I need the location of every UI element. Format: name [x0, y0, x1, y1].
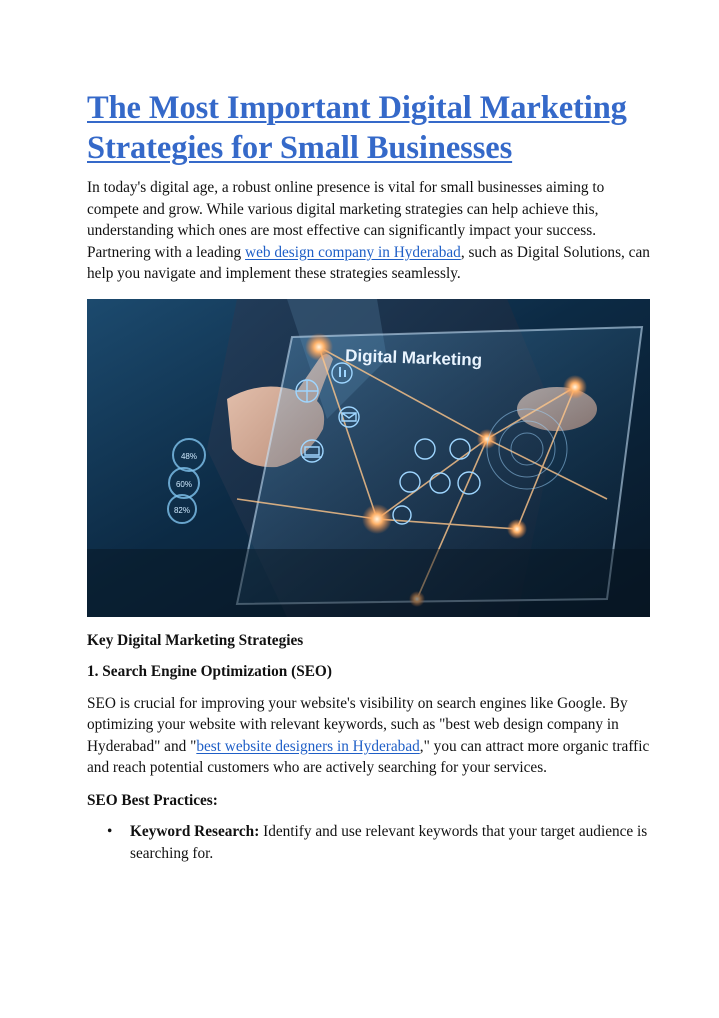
chart-icon-bar [339, 367, 341, 377]
intro-text-before: In today's digital age, a robust online presence is vital for small businesses aiming to compete and grow. While various digital marketing strategies can help achieve this, understanding which ones are most effective can significantly impact your success. Partnering with a leading [87, 179, 605, 261]
glow-node [563, 375, 587, 399]
screen-label: Digital Marketing [344, 345, 483, 370]
digital-marketing-hero-image [87, 299, 650, 617]
intro-paragraph [87, 177, 653, 285]
glow-node [507, 519, 527, 539]
gauge-label: 60% [175, 479, 193, 489]
hero-vignette [87, 549, 650, 617]
bullet-text: Identify and use relevant keywords that your target audience is searching for. [130, 823, 648, 862]
document-page [87, 88, 653, 864]
title-link[interactable] [87, 90, 627, 166]
hero-illustration [87, 299, 650, 617]
gauge-label: 82% [173, 505, 191, 515]
page-title [87, 88, 653, 168]
seo-paragraph [87, 693, 653, 779]
list-item [87, 821, 653, 864]
title-line-2: Strategies for Small Businesses [87, 130, 513, 166]
seo-text-after: ," you can attract more organic traffic and reach potential customers who are actively searching for your services. [87, 737, 650, 776]
glow-node [362, 504, 392, 534]
glow-node [305, 333, 333, 361]
seo-text-before: SEO is crucial for improving your website's visibility on search engines like Google. By optimizing your website with relevant keywords, such as "best web design company in Hyderabad" and " [87, 694, 628, 755]
web-design-company-link[interactable]: web design company in Hyderabad [245, 243, 461, 261]
bullet-label: Keyword Research: [130, 823, 260, 840]
seo-best-practices-heading: SEO Best Practices: [87, 791, 218, 809]
gauge-label: 48% [180, 451, 198, 461]
seo-heading: 1. Search Engine Optimization (SEO) [87, 663, 332, 680]
title-line-1: The Most Important Digital Marketing [87, 90, 627, 126]
key-strategies-heading: Key Digital Marketing Strategies [87, 631, 304, 649]
best-website-designers-link[interactable]: best website designers in Hyderabad [196, 737, 420, 755]
bullet-icon: • [107, 823, 113, 840]
seo-best-practices-list [87, 821, 653, 864]
intro-text-after: , such as Digital Solutions, can help you navigate and implement these strategies seamlessly. [87, 243, 650, 282]
chart-icon-bar [344, 370, 346, 377]
